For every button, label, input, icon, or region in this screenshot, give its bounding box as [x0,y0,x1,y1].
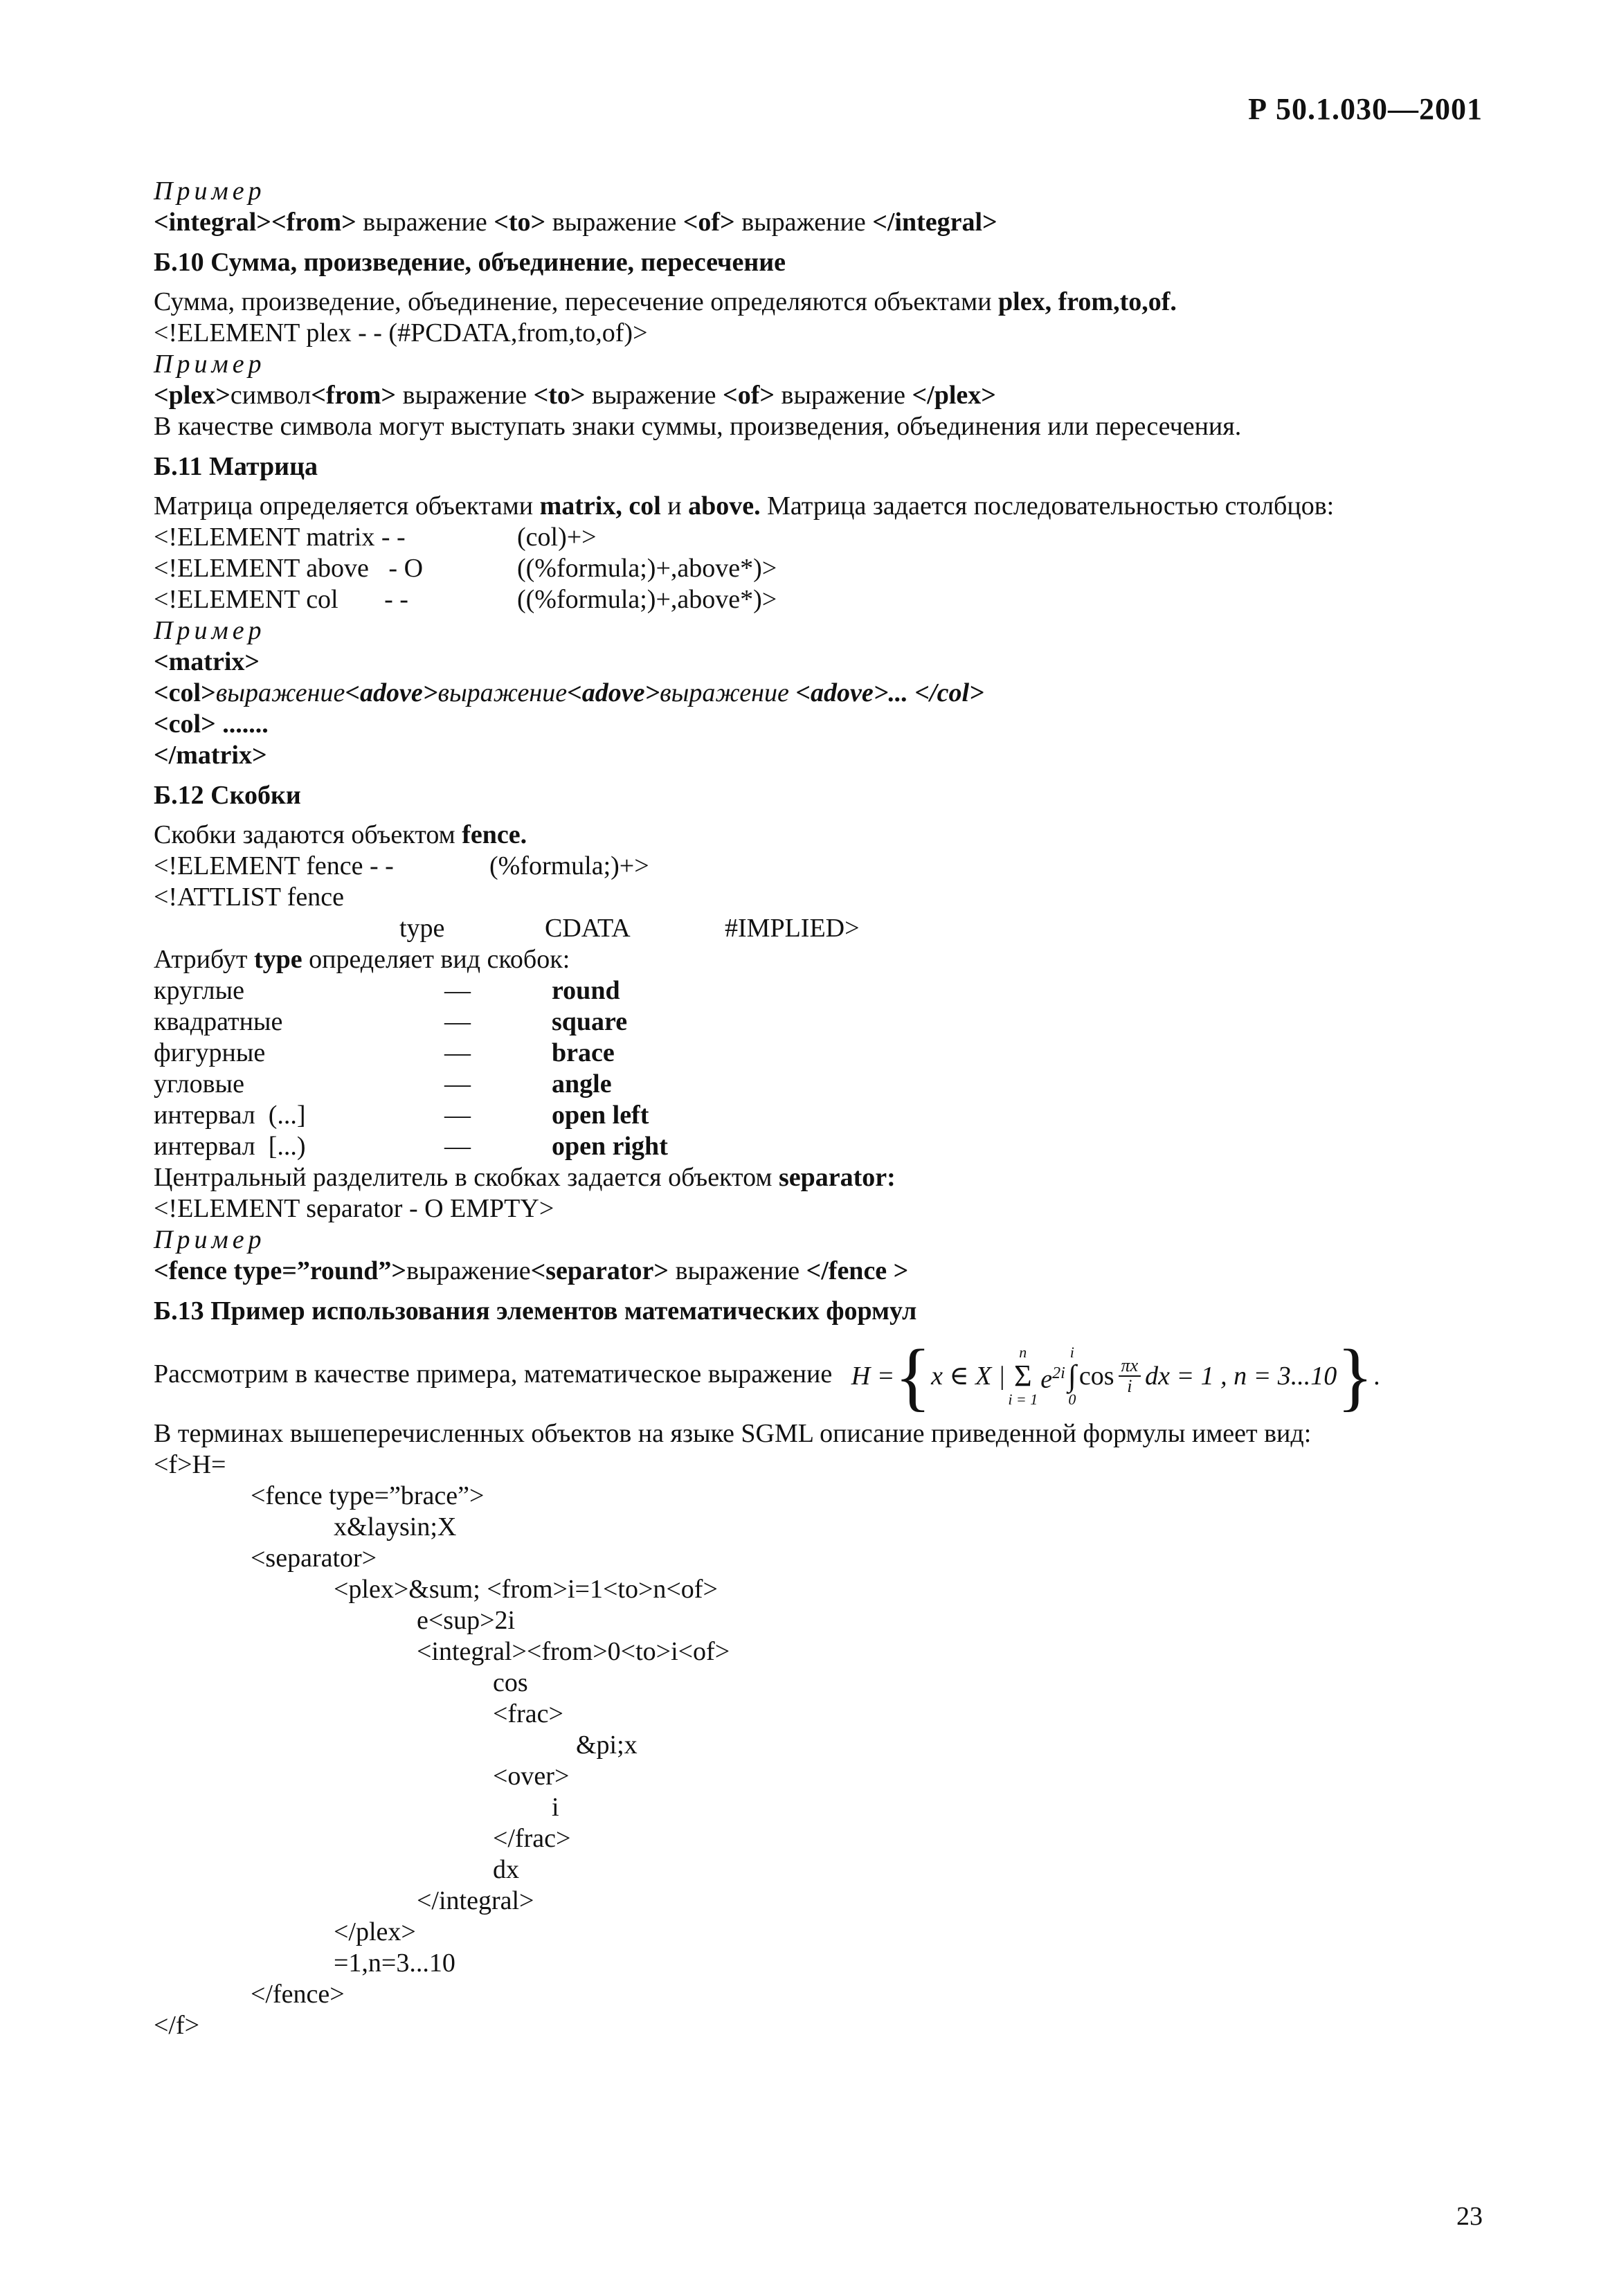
code-line: <over> [493,1762,570,1791]
expr-text: выражение [545,208,683,237]
integral-symbol [1068,1344,1076,1408]
expr-text: выражение [406,1256,531,1285]
bracket-kind-row [154,1069,1497,1100]
decl-content: (col)+> [517,523,597,552]
b12-decl-fence [154,851,1497,882]
formula-end: . [1373,1362,1380,1391]
page-number: 23 [1456,2202,1483,2231]
tag-col: <col> [154,678,216,707]
decl-name: <!ELEMENT fence - - [154,851,394,880]
kind-en: square [552,1007,628,1036]
code-line: dx [493,1855,519,1884]
right-brace-glyph: } [1337,1334,1374,1419]
b10-desc-objects: plex, from,to,of. [998,287,1177,316]
b10-desc-text: Сумма, произведение, объединение, пересечение определяются объектами [154,287,999,316]
frac-denominator: i [1127,1376,1132,1397]
example-label: Пример [154,1225,266,1254]
code-line: <f>H= [154,1450,226,1479]
bracket-kind-row [154,1100,1497,1131]
b11-desc-b: Матрица задается последовательностью столбцов: [760,491,1335,521]
b10-description [154,287,1497,318]
b11-ex-matrix-open [154,647,1497,678]
tag-adove: <adove> [345,678,438,707]
sep-desc-obj: separator: [778,1163,896,1192]
b11-ex-col-line [154,678,1497,709]
code-line: </fence> [251,1980,345,2009]
integral-example-line [154,207,1497,238]
sum-upper: n [1019,1344,1027,1362]
b12-attr-row [154,913,1497,944]
b12-example-line [154,1256,1497,1287]
exp-power: 2i [1052,1364,1065,1382]
b12-attlist: <!ATTLIST fence [154,883,345,912]
kind-en: brace [552,1038,615,1067]
code-line: i [552,1793,559,1822]
tag-adove: <adove> [795,678,889,707]
expr-text: выражение [585,381,723,410]
section-b12-heading: Б.12 Скобки [154,781,301,810]
decl-name: <!ELEMENT matrix - - [154,523,406,552]
code-line: <separator> [251,1544,377,1573]
b11-desc-above: above. [688,491,761,521]
code-line: </integral> [417,1886,534,1915]
expr-text: выражение [660,678,796,707]
decl-content: ((%formula;)+,above*)> [517,585,777,614]
tag-separator: <separator> [530,1256,669,1285]
kind-dash: — [444,1132,471,1161]
attr-desc-type: type [253,945,302,974]
example-label: Пример [154,350,266,379]
kind-dash: — [444,976,471,1005]
kind-dash: — [444,1069,471,1099]
attr-desc-a: Атрибут [154,945,254,974]
page-body [154,176,1497,2041]
formula-set-head: x ∈ X | [931,1362,1006,1391]
code-line: cos [493,1668,528,1697]
symbol-text: символ [230,381,311,410]
tag-plex-end: </plex> [912,381,996,410]
b11-desc-sep: , [615,491,629,521]
decl-content: ((%formula;)+,above*)> [517,554,777,583]
tag-from: <from> [311,381,397,410]
attr-default: #IMPLIED> [725,914,860,943]
sgml-code-block [154,1449,1497,2041]
tag-of: <of> [683,208,735,237]
kind-en: open right [552,1132,668,1161]
tag-plex: <plex> [154,381,231,410]
kind-ru: интервал (...] [154,1101,306,1130]
expr-text: выражение [356,208,494,237]
code-line: x&laysin;X [334,1512,457,1542]
kind-en: angle [552,1069,612,1099]
code-line: <frac> [493,1699,563,1728]
tag-fence: <fence type=”round”> [154,1256,407,1285]
int-lower: 0 [1068,1391,1076,1409]
kind-dash: — [444,1101,471,1130]
expr-text: выражение [215,678,345,707]
int-sign: ∫ [1067,1359,1076,1393]
b10-example-line [154,380,1497,411]
formula-cos: cos [1078,1362,1114,1391]
exponent-term [1040,1335,1065,1418]
b11-desc-a: Матрица определяется объектами [154,491,540,521]
kind-dash: — [444,1038,471,1067]
kind-en: round [552,976,620,1005]
decl-name: <!ELEMENT col - - [154,585,408,614]
expr-text: выражение [396,381,534,410]
kind-dash: — [444,1007,471,1036]
expr-text: выражение [669,1256,806,1285]
attr-type: CDATA [545,914,631,943]
sep-desc-a: Центральный разделитель в скобках задается объектом [154,1163,779,1192]
tag-col2: <col> ....... [154,709,269,739]
tag-adove: <adove> [567,678,660,707]
b12-desc-obj: fence. [462,820,527,849]
b12-separator-decl: <!ELEMENT separator - O EMPTY> [154,1194,554,1223]
example-label: Пример [154,616,266,645]
kind-ru: круглые [154,976,244,1005]
code-line: </plex> [334,1917,416,1946]
section-b10-heading: Б.10 Сумма, произведение, объединение, пересечение [154,248,786,277]
kind-ru: угловые [154,1069,244,1099]
left-brace-glyph: { [894,1334,932,1419]
expr-text: выражение [734,208,873,237]
decl-content: (%formula;)+> [489,851,649,880]
code-line: &pi;x [576,1730,638,1760]
tag-col-end: ... </col> [888,678,984,707]
formula-fraction [1119,1356,1141,1396]
b13-terms: В терминах вышеперечисленных объектов на языке SGML описание приведенной формулы имеет вид: [154,1419,1312,1448]
formula-tail: dx = 1 , n = 3...10 [1145,1362,1337,1391]
b13-intro: Рассмотрим в качестве примера, математическое выражение [154,1359,833,1389]
tag-of: <of> [723,381,775,410]
kind-ru: фигурные [154,1038,266,1067]
code-line: e<sup>2i [417,1606,516,1635]
bracket-kind-row [154,1038,1497,1069]
tag-matrix-end: </matrix> [154,741,267,770]
b11-decl-above [154,553,1497,584]
b11-ex-col2 [154,709,1497,740]
section-b13-heading: Б.13 Пример использования элементов математических формул [154,1296,917,1326]
code-line: </frac> [493,1824,571,1853]
tag-integral-end: </integral> [872,208,997,237]
b10-note: В качестве символа могут выступать знаки суммы, произведения, объединения или пересечения. [154,412,1242,441]
sum-sign: Σ [1013,1359,1032,1393]
example-label: Пример [154,177,266,206]
expr-text: выражение [437,678,568,707]
document-number: Р 50.1.030—2001 [1248,92,1483,126]
code-line: <integral><from>0<to>i<of> [417,1637,730,1666]
frac-numerator: πx [1119,1356,1141,1377]
b12-description [154,820,1497,851]
tag-integral: <integral> [154,208,271,237]
b12-desc-a: Скобки задаются объектом [154,820,462,849]
exp-base: e [1040,1364,1053,1394]
b11-ex-matrix-close [154,740,1497,771]
sum-symbol [1008,1344,1038,1408]
code-line: </f> [154,2011,200,2040]
b11-desc-col: col [629,491,661,521]
b12-separator-desc [154,1162,1497,1193]
kind-ru: интервал [...) [154,1132,306,1161]
b10-element-decl: <!ELEMENT plex - - (#PCDATA,from,to,of)> [154,318,648,347]
attr-desc-b: определяет вид скобок: [302,945,570,974]
b12-attr-desc [154,944,1497,975]
tag-from: <from> [271,208,356,237]
math-formula [851,1335,1380,1418]
kind-ru: квадратные [154,1007,283,1036]
tag-matrix: <matrix> [154,647,260,676]
b11-desc-matrix: matrix [539,491,616,521]
section-b11-heading: Б.11 Матрица [154,452,318,481]
attr-name: type [399,914,445,943]
bracket-kind-row [154,975,1497,1006]
b11-desc-and: и [660,491,689,521]
code-line: <fence type=”brace”> [251,1481,485,1510]
b11-decl-col [154,584,1497,615]
tag-to: <to> [533,381,586,410]
b11-description [154,491,1497,522]
code-line: <plex>&sum; <from>i=1<to>n<of> [334,1575,718,1604]
kind-en: open left [552,1101,649,1130]
bracket-kind-row [154,1131,1497,1162]
expr-text: выражение [775,381,912,410]
code-line: =1,n=3...10 [334,1949,455,1978]
tag-to: <to> [494,208,546,237]
bracket-kind-row [154,1006,1497,1038]
b11-decl-matrix [154,522,1497,553]
formula-lhs: H = [851,1362,895,1391]
sum-lower: i = 1 [1008,1391,1038,1409]
decl-name: <!ELEMENT above - O [154,554,424,583]
tag-fence-end: </fence > [806,1256,909,1285]
int-upper: i [1069,1344,1074,1362]
b13-intro-line [154,1334,1497,1419]
